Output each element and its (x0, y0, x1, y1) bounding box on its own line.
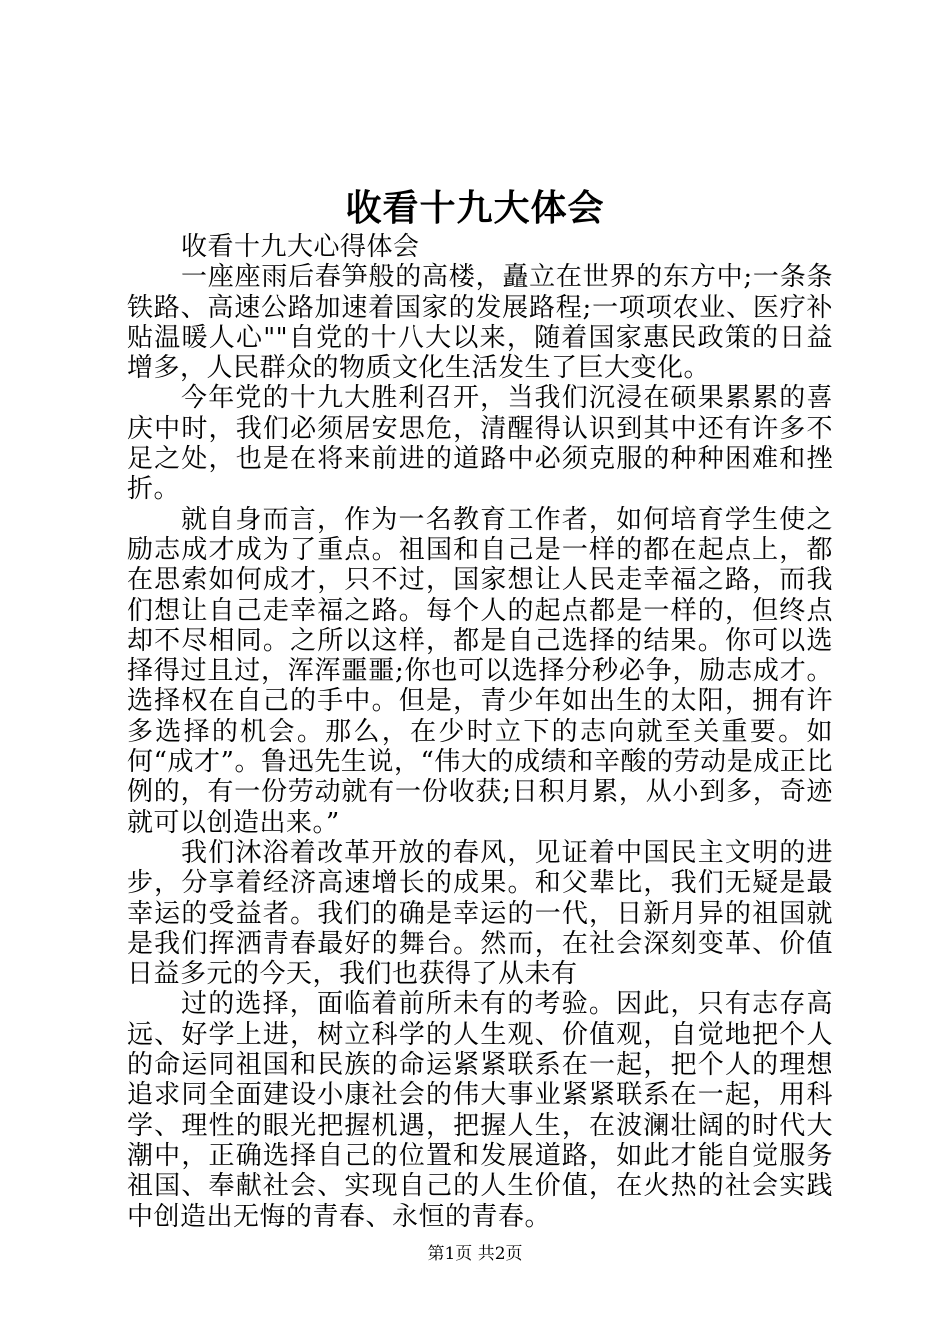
document-body (127, 232, 833, 1232)
paragraph-subtitle: 收看十九大心得体会 (181, 232, 420, 262)
paragraph: 今年党的十九大胜利召开，当我们沉浸在硕果累累的喜庆中时，我们必须居安思危，清醒得认识到其中还有许多不足之处，也是在将来前进的道路中必须克服的种种困难和挫折。 (127, 383, 833, 505)
document-title: 收看十九大体会 (345, 187, 605, 229)
paragraph: 就自身而言，作为一名教育工作者，如何培育学生使之励志成才成为了重点。祖国和自己是一样的都在起点上，都在思索如何成才，只不过，国家想让人民走幸福之路，而我们想让自己走幸福之路。每个人的起点都是一样的，但终点却不尽相同。之所以这样，都是自己选择的结果。你可以选择得过且过，浑浑噩噩;你也可以选择分秒必争，励志成才。选择权在自己的手中。但是，青少年如出生的太阳，拥有许多选择的机会。那么，在少时立下的志向就至关重要。如何“成才”。鲁迅先生说，“伟大的成绩和辛酸的劳动是成正比例的，有一份劳动就有一份收获;日积月累，从小到多，奇迹就可以创造出来。” (127, 504, 833, 838)
paragraph: 过的选择，面临着前所未有的考验。因此，只有志存高远、好学上进，树立科学的人生观、价值观，自觉地把个人的命运同祖国和民族的命运紧紧联系在一起，把个人的理想追求同全面建设小康社会的伟大事业紧紧联系在一起，用科学、理性的眼光把握机遇，把握人生，在波澜壮阔的时代大潮中，正确选择自己的位置和发展道路，如此才能自觉服务祖国、奉献社会、实现自己的人生价值，在火热的社会实践中创造出无悔的青春、永恒的青春。 (127, 989, 833, 1232)
page-footer: 第1页 共2页 (427, 1244, 523, 1264)
paragraph: 一座座雨后春笋般的高楼，矗立在世界的东方中;一条条铁路、高速公路加速着国家的发展路程;一项项农业、医疗补贴温暖人心""自党的十八大以来，随着国家惠民政策的日益增多，人民群众的物质文化生活发生了巨大变化。 (127, 262, 833, 384)
paragraph: 我们沐浴着改革开放的春风，见证着中国民主文明的进步，分享着经济高速增长的成果。和父辈比，我们无疑是最幸运的受益者。我们的确是幸运的一代，日新月异的祖国就是我们挥洒青春最好的舞台。然而，在社会深刻变革、价值日益多元的今天，我们也获得了从未有 (127, 837, 833, 990)
